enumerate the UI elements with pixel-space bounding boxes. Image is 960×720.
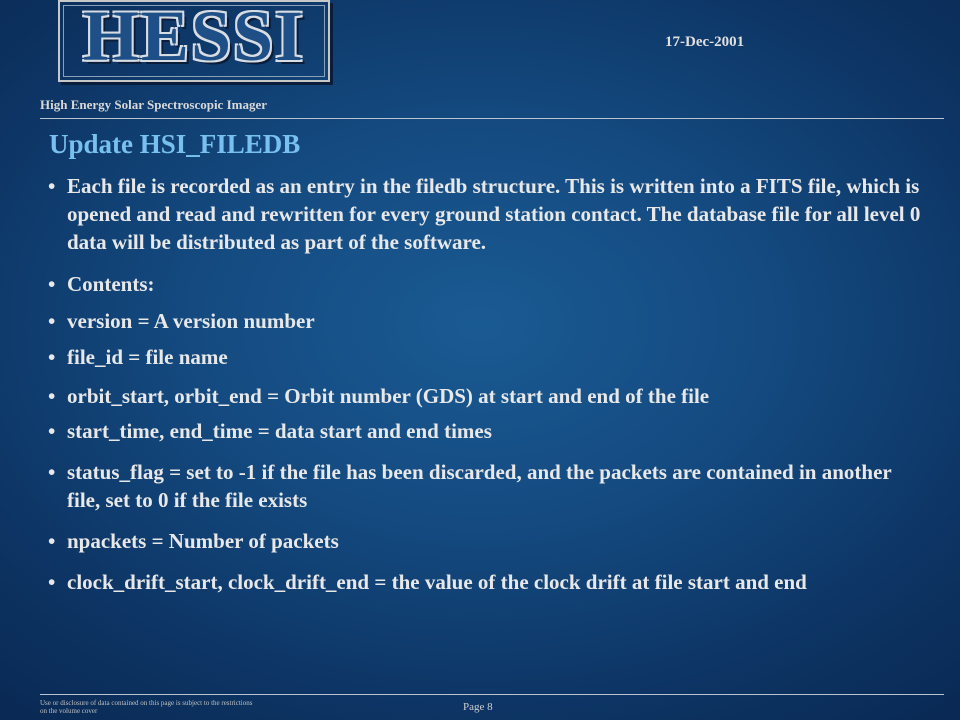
bullet-text: Contents: [67,272,155,296]
header-date: 17-Dec-2001 [665,34,745,50]
bullet-dot: • [48,384,56,408]
bullet-item [48,343,928,371]
bullet-item [48,568,928,596]
bullet-list [48,172,928,596]
header-divider [40,118,944,119]
bullet-dot: • [48,174,56,198]
slide-title: Update HSI_FILEDB [49,129,301,159]
bullet-text: orbit_start, orbit_end = Orbit number (GDS) at start and end of the file [67,384,710,408]
bullet-dot: • [48,460,56,484]
footer-divider [40,694,944,695]
bullet-item [48,172,928,256]
bullet-item [48,270,928,298]
logo-text: HESSI [82,0,306,76]
bullet-text: Each file is recorded as an entry in the filedb structure. This is written into a FITS file, which is opened and read and rewritten for every ground station contact. The database file for all level 0 data will be distributed as part of the software. [67,174,921,254]
bullet-item [48,382,928,410]
bullet-text: status_flag = set to -1 if the file has been discarded, and the packets are contained in another file, set to 0 if the file exists [67,460,892,512]
bullet-text: clock_drift_start, clock_drift_end = the value of the clock drift at file start and end [67,570,807,594]
hessi-logo [58,0,330,82]
bullet-item [48,527,928,555]
bullet-text: start_time, end_time = data start and end times [67,419,492,443]
page-number: Page 8 [463,701,493,713]
bullet-dot: • [48,345,56,369]
bullet-dot: • [48,529,56,553]
logo-frame [63,5,325,77]
bullet-dot: • [48,309,56,333]
footer-disclaimer: Use or disclosure of data contained on this page is subject to the restrictions on the volume cover [40,699,253,715]
bullet-text: version = A version number [67,309,315,333]
bullet-item [48,458,928,514]
bullet-dot: • [48,570,56,594]
bullet-dot: • [48,272,56,296]
bullet-dot: • [48,419,56,443]
header-subtitle: High Energy Solar Spectroscopic Imager [40,97,268,112]
bullet-text: npackets = Number of packets [67,529,339,553]
bullet-item [48,307,928,335]
bullet-text: file_id = file name [67,345,228,369]
bullet-item [48,417,928,445]
